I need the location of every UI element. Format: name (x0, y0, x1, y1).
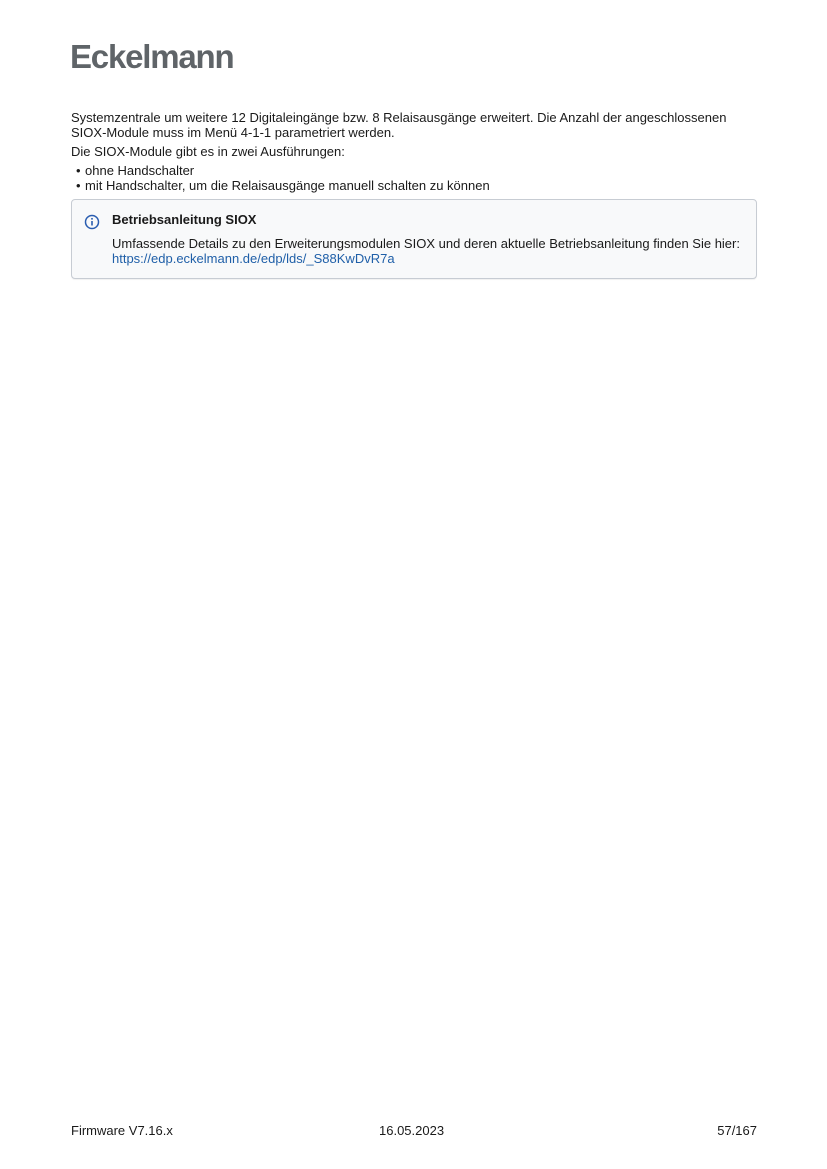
bullet-icon: • (76, 163, 81, 178)
bullet-icon: • (76, 178, 81, 193)
info-circle-icon (84, 214, 100, 230)
footer-page-number: 57/167 (717, 1123, 757, 1138)
main-content (71, 110, 757, 279)
footer-date: 16.05.2023 (379, 1123, 445, 1138)
intro-paragraph: Systemzentrale um weitere 12 Digitaleingänge bzw. 8 Relaisausgänge erweitert. Die Anzahl der angeschlossenen SIOX-Module muss im Menü 4-1-1 parametriert werden. (71, 110, 727, 140)
info-box (71, 199, 757, 279)
list-item-text: mit Handschalter, um die Relaisausgänge manuell schalten zu können (85, 178, 490, 193)
info-box-title: Betriebsanleitung SIOX (112, 212, 257, 227)
list-item (71, 178, 757, 193)
info-box-text: Umfassende Details zu den Erweiterungsmodulen SIOX und deren aktuelle Betriebsanleitung finden Sie hier: (112, 236, 740, 251)
variants-list (71, 163, 757, 193)
footer-firmware: Firmware V7.16.x (71, 1123, 173, 1138)
siox-manual-link[interactable]: https://edp.eckelmann.de/edp/lds/_S88KwDvR7a (112, 251, 395, 266)
list-item (71, 163, 757, 178)
company-logo: Eckelmann (70, 38, 234, 75)
list-item-text: ohne Handschalter (85, 163, 195, 178)
variants-paragraph: Die SIOX-Module gibt es in zwei Ausführungen: (71, 144, 345, 159)
